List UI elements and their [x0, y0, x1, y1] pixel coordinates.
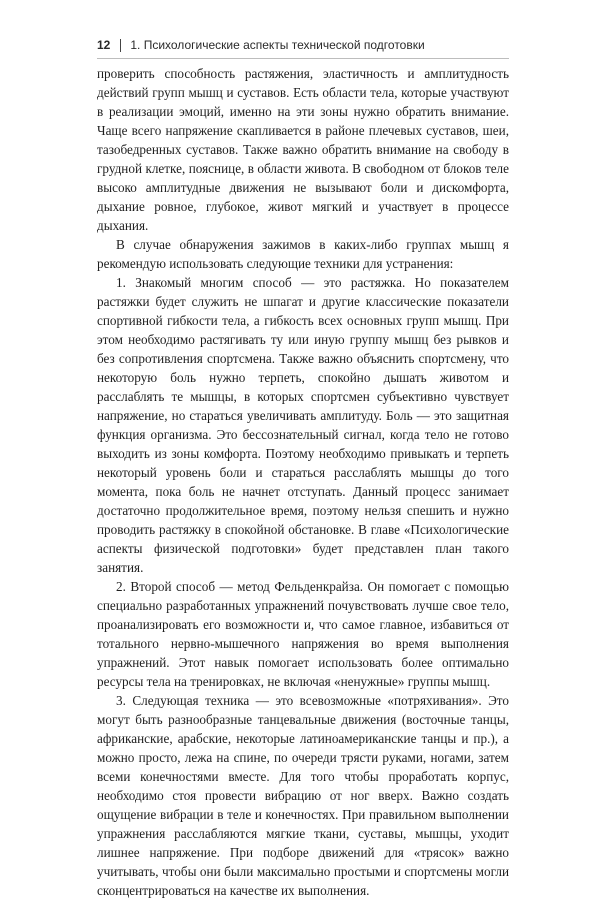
body-text	[97, 64, 509, 900]
paragraph-technique-1: 1. Знакомый многим способ — это растяжка. Но показателем растяжки будет служить не шпагат и другие классические показатели спортивной гибкости тела, а гибкость всех основных групп мышц. При этом необходимо растягивать ту или иную группу мышц без рывков и без сопротивления спортсмена. Также важно объяснить спортсмену, что некоторую боль нужно терпеть, спокойно дышать животом и расслаблять те мышцы, в которых спортсмен субъективно чувствует напряжение, но стараться увеличивать амплитуду. Боль — это защитная функция организма. Это бессознательный сигнал, когда тело не готово выходить из зоны комфорта. Поэтому необходимо привыкать и терпеть некоторый уровень боли и стараться расслаблять мышцы до того момента, пока боль не начнет отступать. Данный процесс занимает достаточно продолжительное время, поэтому нельзя спешить и нужно проводить растяжку в спокойной обстановке. В главе «Психологические аспекты физической подготовки» будет представлен план такого занятия.	[97, 275, 509, 575]
paragraph-technique-3: 3. Следующая техника — это всевозможные «потряхивания». Это могут быть разнообразные танцевальные движения (восточные танцы, африканские, арабские, некоторые латиноамериканские танцы и пр.), а можно просто, лежа на спине, по очереди трясти руками, ногами, затем всеми конечностями вместе. Для того чтобы проработать корпус, необходимо стоя провести вибрацию от ног вверх. Важно создать ощущение вибрации в теле и конечностях. При правильном выполнении упражнения расслабляются мягкие ткани, суставы, мышцы, уходит лишнее напряжение. При подборе движений для «трясок» важно учитывать, чтобы они были максимально простыми и спортсмены могли сконцентрироваться на качестве их выполнения.	[97, 693, 509, 898]
running-head	[97, 36, 509, 54]
header-separator	[120, 39, 121, 52]
page-number: 12	[97, 38, 111, 52]
paragraph-technique-2: 2. Второй способ — метод Фельденкрайза. Он помогает с помощью специально разработанных упражнений почувствовать лучше свое тело, проанализировать его возможности и, что самое главное, избавиться от тотального нервно-мышечного напряжения во время выполнения упражнений. Этот навык помогает использовать более оптимально ресурсы тела на тренировках, не включая «ненужные» группы мышц.	[97, 579, 509, 689]
header-rule	[97, 58, 509, 59]
chapter-title: 1. Психологические аспекты технической подготовки	[130, 38, 425, 52]
paragraph-continuation: проверить способность растяжения, эластичность и амплитудность действий групп мышц и суставов. Есть области тела, которые участвуют в реализации эмоций, именно на эти зоны нужно обратить внимание. Чаще всего напряжение скапливается в районе плечевых суставов, шеи, тазобедренных суставов. Также важно обратить внимание на свободу в грудной клетке, пояснице, в области живота. В свободном от блоков теле высоко амплитудные движения не вызывают боли и дискомфорта, дыхание ровное, глубокое, живот мягкий и участвует в процессе дыхания.	[97, 66, 509, 233]
paragraph-intro-techniques: В случае обнаружения зажимов в каких-либо группах мышц я рекомендую использовать следующие техники для устранения:	[97, 237, 509, 271]
